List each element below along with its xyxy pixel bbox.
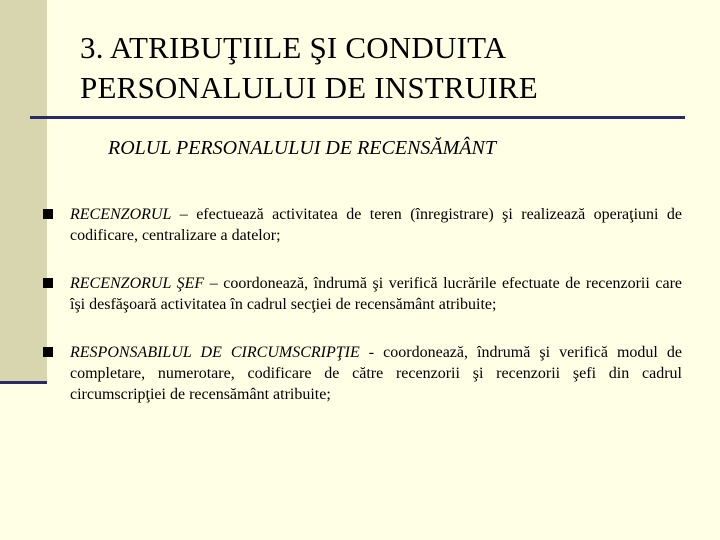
title-line-2: PERSONALULUI DE INSTRUIRE (80, 70, 538, 105)
bullet-term: RECENZORUL (70, 206, 172, 223)
bullet-item (42, 273, 682, 315)
title-line-1: 3. ATRIBUŢIILE ŞI CONDUITA (80, 30, 507, 65)
bullet-item (42, 342, 682, 405)
side-band (0, 0, 47, 382)
slide-subtitle: ROLUL PERSONALULUI DE RECENSĂMÂNT (108, 137, 496, 159)
side-divider (0, 381, 47, 384)
bullet-text: - coordonează, îndrumă şi verifică modul de completare, numerotare, codificare de către recenzorii şi recenzorii şefi din cadrul circumscripţiei de recensământ atribuite; (70, 344, 683, 403)
bullet-item (42, 204, 682, 246)
bullet-term: RESPONSABILUL DE CIRCUMSCRIPŢIE (70, 344, 360, 361)
bullet-text: – efectuează activitatea de teren (înregistrare) şi realizează operaţiuni de codificare, centralizare a datelor; (70, 206, 682, 244)
bullet-term: RECENZORUL ŞEF (70, 275, 205, 292)
bullet-list (42, 204, 682, 432)
bullet-text: – coordonează, îndrumă şi verifică lucrările efectuate de recenzorii care îşi desfăşoară activitatea în cadrul secţiei de recensământ atribuite; (70, 275, 683, 313)
square-bullet-icon (43, 209, 53, 219)
square-bullet-icon (43, 347, 53, 357)
title-divider (30, 116, 685, 119)
square-bullet-icon (43, 278, 53, 288)
slide-title (80, 28, 538, 108)
